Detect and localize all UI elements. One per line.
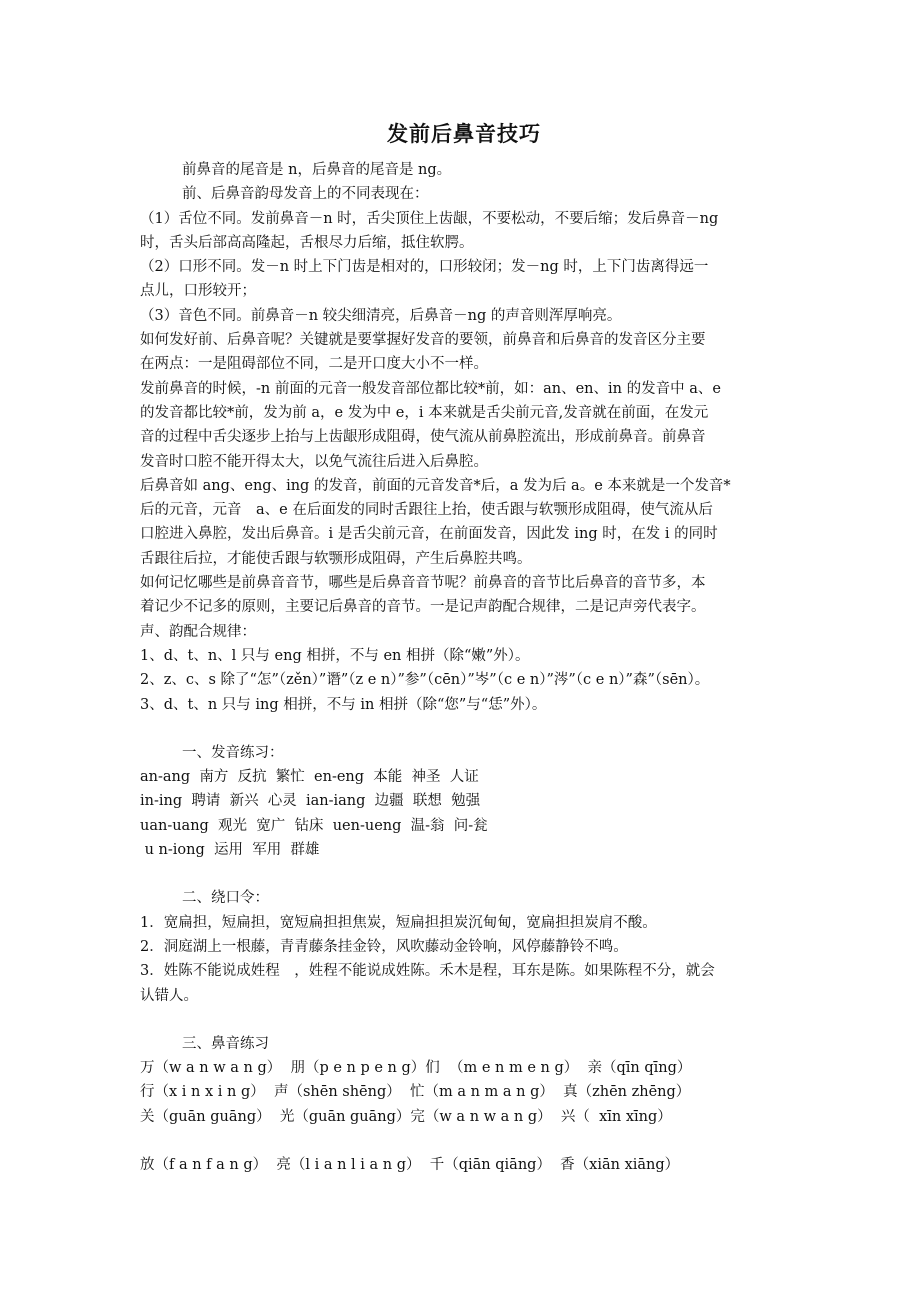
body-line: （1）舌位不同。发前鼻音－n 时，舌尖顶住上齿龈，不要松动，不要后缩；发后鼻音－ng	[140, 210, 719, 227]
body-line: 时，舌头后部高高隆起，舌根尽力后缩，抵住软腭。	[140, 234, 474, 251]
body-line: （2）口形不同。发－n 时上下门齿是相对的，口形较闭；发－ng 时，上下门齿离得远一	[140, 259, 709, 276]
spacer	[140, 1129, 788, 1153]
body-line: 发音时口腔不能开得太大，以免气流往后进入后鼻腔。	[140, 453, 488, 470]
body-line: 点儿，口形较开；	[140, 283, 256, 300]
practice-line: in-ing 聘请 新兴 心灵 ian-iang 边疆 联想 勉强	[140, 793, 481, 810]
body-line: 着记少不记多的原则，主要记后鼻音的音节。一是记声韵配合规律，二是记声旁代表字。	[140, 599, 706, 616]
document-title: 发前后鼻音技巧	[387, 121, 541, 146]
nasal-practice-line: 行（x i n x i n g） 声（shēn shēng） 忙（m a n m a n g） 真（zhēn zhēng）	[140, 1084, 691, 1101]
body-line: 1、d、t、n、l 只与 eng 相拼，不与 en 相拼（除“嫩”外）。	[140, 647, 530, 664]
tongue-twister-line: 1．宽扁担，短扁担，宽短扁担担焦炭，短扁担担炭沉甸甸，宽扁担担炭肩不酸。	[140, 914, 657, 931]
body-line: 口腔进入鼻腔，发出后鼻音。i 是舌尖前元音，在前面发音，因此发 ing 时，在发 i 的同时	[140, 526, 718, 543]
body-line: 2、z、c、s 除了“怎”（zěn）”谮”（z e n）”参”（cēn）”岑”（c e n）”涔”（c e n）”森”（sēn）。	[140, 672, 710, 689]
body-line: 发前鼻音的时候，-n 前面的元音一般发音部位都比较*前，如：an、en、in 的发音中 a、e	[140, 380, 721, 397]
section-heading: 二、绕口令：	[182, 890, 269, 907]
body-line: 的发音都比较*前，发为前 a，e 发为中 e，i 本来就是舌尖前元音,发音就在前面，在发元	[140, 404, 709, 421]
nasal-practice-line: 万（w a n w a n g） 朋（p e n p e n g）们 （m e n m e n g） 亲（qīn qīng）	[140, 1060, 692, 1077]
practice-line: an-ang 南方 反抗 繁忙 en-eng 本能 神圣 人证	[140, 769, 479, 786]
intro-line: 前鼻音的尾音是 n，后鼻音的尾音是 ng。	[182, 162, 452, 178]
intro-line: 前、后鼻音韵母发音上的不同表现在：	[182, 186, 429, 203]
document-content	[140, 118, 788, 1177]
body-line: （3）音色不同。前鼻音－n 较尖细清亮，后鼻音－ng 的声音则浑厚响亮。	[140, 307, 622, 324]
section-heading: 三、鼻音练习	[182, 1035, 269, 1052]
body-line: 声、韵配合规律：	[140, 623, 256, 640]
body-line: 舌跟往后拉，才能使舌跟与软颚形成阻碍，产生后鼻腔共鸣。	[140, 550, 532, 567]
body-line: 如何发好前、后鼻音呢？关键就是要掌握好发音的要领，前鼻音和后鼻音的发音区分主要	[140, 332, 706, 349]
section-heading: 一、发音练习：	[182, 744, 284, 761]
spacer	[140, 1008, 788, 1032]
nasal-practice-line: 放（f a n f a n g） 亮（l i a n l i a n g） 千（qiān qiāng） 香（xiān xiāng）	[140, 1156, 680, 1173]
body-line: 后鼻音如 ang、eng、ing 的发音，前面的元音发音*后，a 发为后 a。e 本来就是一个发音*	[140, 477, 731, 494]
tongue-twister-line: 3．姓陈不能说成姓程 ，姓程不能说成姓陈。禾木是程，耳东是陈。如果陈程不分，就会	[140, 963, 715, 980]
practice-line: uan-uang 观光 宽广 钻床 uen-ueng 温-翁 问-瓮	[140, 817, 488, 834]
nasal-practice-line: 关（guān guāng） 光（guān guāng）完（w a n w a n g） 兴（ xīn xīng）	[140, 1108, 672, 1125]
spacer	[140, 862, 788, 886]
spacer	[140, 717, 788, 741]
body-line: 音的过程中舌尖逐步上抬与上齿龈形成阻碍，使气流从前鼻腔流出，形成前鼻音。前鼻音	[140, 429, 706, 446]
body-line: 3、d、t、n 只与 ing 相拼，不与 in 相拼（除“您”与“恁”外）。	[140, 696, 547, 713]
body-line: 在两点：一是阻碍部位不同，二是开口度大小不一样。	[140, 356, 488, 373]
body-line: 后的元音，元音 a、e 在后面发的同时舌跟往上抬，使舌跟与软颚形成阻碍，使气流从后	[140, 502, 713, 519]
body-line: 如何记忆哪些是前鼻音音节，哪些是后鼻音音节呢？前鼻音的音节比后鼻音的音节多，本	[140, 575, 706, 592]
practice-line: u n-iong 运用 军用 群雄	[140, 842, 320, 859]
tongue-twister-line: 2．洞庭湖上一根藤，青青藤条挂金铃，风吹藤动金铃响，风停藤静铃不鸣。	[140, 938, 628, 955]
tongue-twister-line: 认错人。	[140, 987, 198, 1004]
